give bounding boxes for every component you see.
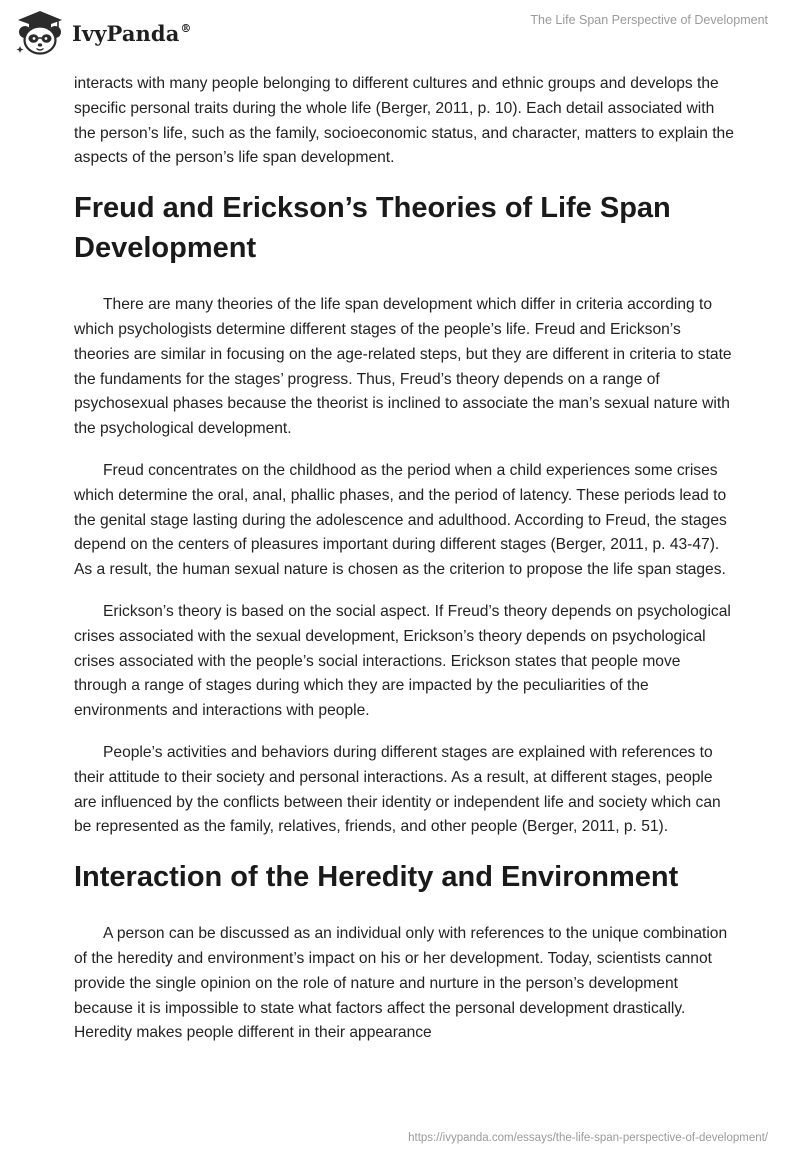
section-heading-theories: Freud and Erickson’s Theories of Life Span Development: [74, 192, 671, 265]
paragraph: There are many theories of the life span development which differ in criteria according to which psychologists determine different stages of the people’s life. Freud and Erickson’s theories are similar in focusing on the age-related steps, but they are different in criteria to state the fundaments for the stages’ progress. Thus, Freud’s theory depends on a range of psychosexual phases because the theorist is inclined to associate the man’s sexual nature with the psychological development.: [74, 296, 732, 438]
intro-paragraph: interacts with many people belonging to different cultures and ethnic groups and develops the specific personal traits during the whole life (Berger, 2011, p. 10). Each detail associated with the person’s life, such as the family, socioeconomic status, and character, matters to explain the aspects of the person’s life span development.: [74, 75, 734, 167]
paragraph: Erickson’s theory is based on the social aspect. If Freud’s theory depends on psychological crises associated with the sexual development, Erickson’s theory depends on psychological crises associated with the people’s social interactions. Erickson states that people move through a range of stages during which they are impacted by the peculiarities of the environments and interactions with people.: [74, 602, 731, 720]
paragraph: A person can be discussed as an individual only with references to the unique combination of the heredity and environment’s impact on his or her development. Today, scientists cannot provide the single opinion on the role of nature and nurture in the person’s development because it is impossible to state what factors affect the personal development drastically. Heredity makes people different in their appearance: [74, 925, 728, 1042]
paragraph: People’s activities and behaviors during different stages are explained with references to their attitude to their society and personal interactions. As a result, at different stages, people are influenced by the conflicts between their identity or independent life and society which can be represented as the family, relatives, friends, and other people (Berger, 2011, p. 51).: [74, 743, 721, 836]
logo-wordmark: IvyPanda®: [72, 20, 192, 46]
document-title: The Life Span Perspective of Development: [530, 13, 768, 27]
panda-graduate-icon: [14, 10, 66, 56]
page-header: [0, 0, 800, 64]
paragraph: Freud concentrates on the childhood as the period when a child experiences some crises which determine the oral, anal, phallic phases, and the period of latency. These periods lead to the genital stage lasting during the adolescence and adulthood. According to Freud, the stages depend on the centers of pleasures important during different stages (Berger, 2011, p. 43-47). As a result, the human sexual nature is chosen as the criterion to propose the life span stages.: [74, 461, 727, 579]
essay-body: [74, 72, 734, 1063]
ivypanda-logo[interactable]: [14, 10, 192, 56]
source-url[interactable]: https://ivypanda.com/essays/the-life-span-perspective-of-development/: [408, 1132, 768, 1144]
section-heading-heredity: Interaction of the Heredity and Environment: [74, 861, 679, 894]
